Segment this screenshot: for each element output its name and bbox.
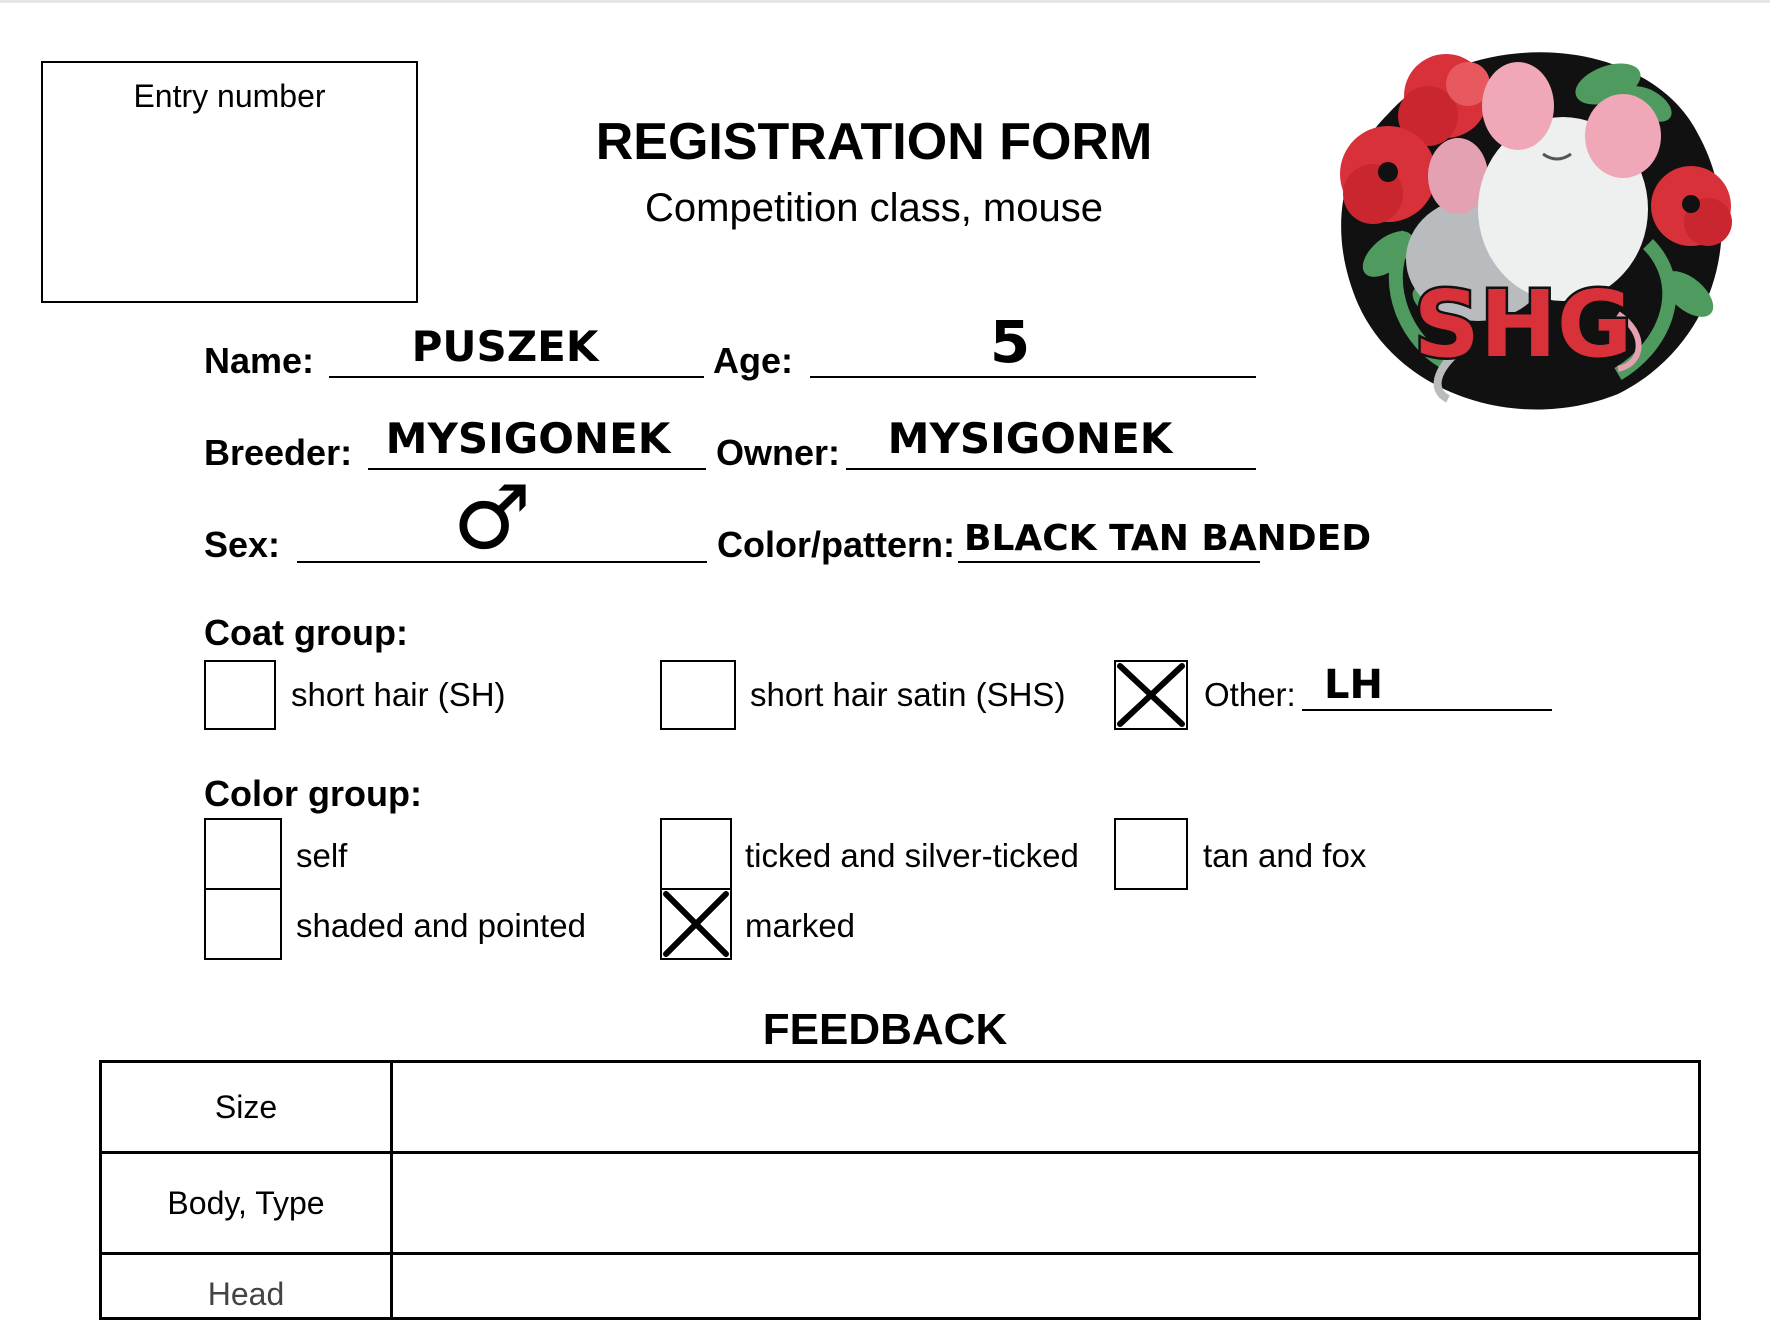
coat-other-checkbox[interactable]	[1114, 660, 1188, 730]
shg-logo	[1318, 44, 1738, 420]
feedback-label-head	[101, 1254, 392, 1319]
table-row	[101, 1254, 1700, 1319]
color-tan-fox-label: tan and fox	[1203, 837, 1367, 874]
feedback-label-body-type: Body, Type	[101, 1153, 392, 1254]
owner-input[interactable]: MYSIGONEK	[887, 414, 1173, 463]
color-shaded-checkbox[interactable]	[204, 888, 282, 960]
owner-label: Owner:	[716, 432, 841, 473]
poppy-right-icon	[1651, 166, 1732, 246]
x-mark-icon	[662, 890, 730, 958]
breeder-label: Breeder:	[204, 432, 353, 473]
color-ticked-checkbox[interactable]	[660, 818, 732, 890]
color-pattern-label: Color/pattern:	[717, 524, 955, 565]
color-group-title: Color group:	[204, 773, 422, 814]
age-input[interactable]: 5	[989, 308, 1031, 376]
coat-other-input[interactable]: LH	[1324, 662, 1383, 708]
coat-sh-checkbox[interactable]	[204, 660, 276, 730]
coat-other-label: Other:	[1204, 676, 1296, 713]
name-line	[329, 376, 704, 378]
coat-group-title: Coat group:	[204, 612, 408, 653]
breeder-line	[368, 468, 706, 470]
sex-label: Sex:	[204, 524, 281, 565]
owner-line	[846, 468, 1256, 470]
name-label: Name:	[204, 340, 315, 381]
color-ticked-label: ticked and silver-ticked	[745, 837, 1079, 874]
color-self-checkbox[interactable]	[204, 818, 282, 890]
logo-text: SHG	[1413, 271, 1633, 378]
coat-sh-label: short hair (SH)	[291, 676, 506, 713]
feedback-field-head[interactable]	[392, 1254, 1700, 1319]
color-self-label: self	[296, 837, 348, 874]
table-row	[101, 1153, 1700, 1254]
color-pattern-line	[958, 561, 1260, 563]
feedback-label-size: Size	[101, 1062, 392, 1153]
feedback-title: FEEDBACK	[762, 1005, 1008, 1054]
form-title: REGISTRATION FORM	[595, 113, 1153, 171]
entry-number-label: Entry number	[133, 78, 326, 114]
coat-other-line	[1302, 709, 1552, 711]
x-mark-icon	[1116, 662, 1186, 728]
form-subtitle: Competition class, mouse	[645, 186, 1103, 230]
color-marked-checkbox[interactable]	[660, 888, 732, 960]
coat-shs-checkbox[interactable]	[660, 660, 736, 730]
coat-shs-label: short hair satin (SHS)	[750, 676, 1066, 713]
color-pattern-input[interactable]: BLACK TAN BANDED	[964, 518, 1372, 559]
sex-input[interactable]: ♂	[452, 466, 532, 569]
top-edge-line	[0, 0, 1770, 3]
feedback-table	[99, 1060, 1701, 1320]
age-label: Age:	[713, 340, 793, 381]
breeder-input[interactable]: MYSIGONEK	[385, 414, 671, 463]
feedback-field-body-type[interactable]	[392, 1153, 1700, 1254]
feedback-label-head-text: Head	[207, 1276, 285, 1312]
color-tan-fox-checkbox[interactable]	[1114, 818, 1188, 890]
color-marked-label: marked	[745, 907, 856, 944]
color-shaded-label: shaded and pointed	[296, 907, 586, 944]
age-line	[810, 376, 1256, 378]
feedback-field-size[interactable]	[392, 1062, 1700, 1153]
name-input[interactable]: PUSZEK	[411, 322, 599, 371]
table-row	[101, 1062, 1700, 1153]
